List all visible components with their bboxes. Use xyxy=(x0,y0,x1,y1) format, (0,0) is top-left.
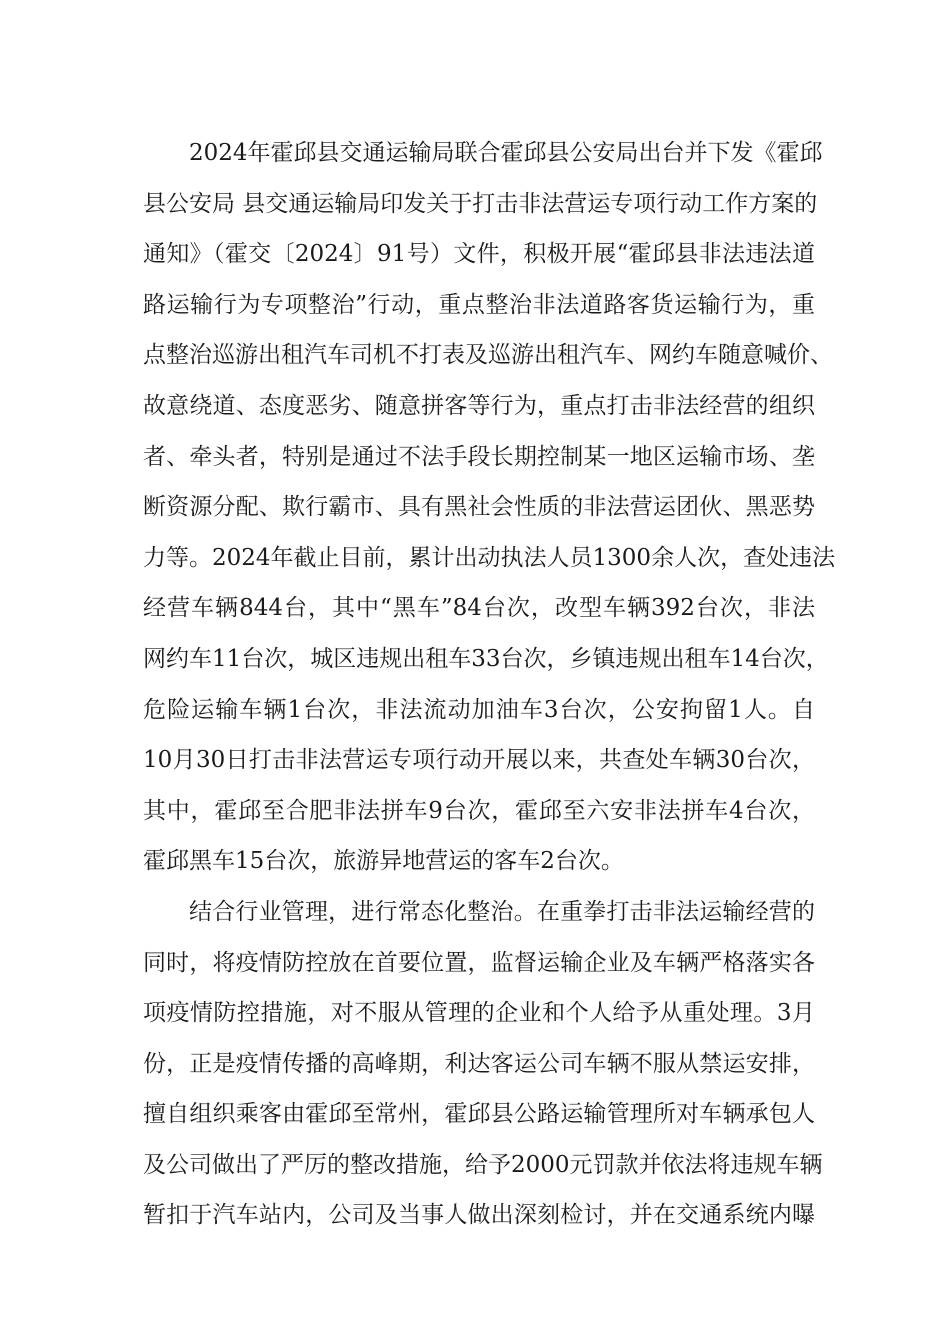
text-line: 通知》（霍交〔2024〕91号）文件，积极开展“霍邱县非法违法道 xyxy=(143,241,815,268)
text-line: 县公安局 县交通运输局印发关于打击非法营运专项行动工作方案的 xyxy=(143,190,818,217)
text-line: 2024年霍邱县交通运输局联合霍邱县公安局出台并下发《霍邱 xyxy=(189,140,823,166)
text-line: 暂扣于汽车站内，公司及当事人做出深刻检讨，并在交通系统内曝 xyxy=(143,1202,815,1229)
text-line: 同时，将疫情防控放在首要位置，监督运输企业及车辆严格落实各 xyxy=(143,949,815,976)
text-line: 点整治巡游出租汽车司机不打表及巡游出租汽车、网约车随意喊价、 xyxy=(143,342,833,369)
text-line: 路运输行为专项整治”行动，重点整治非法道路客货运输行为，重 xyxy=(143,291,815,318)
text-line: 断资源分配、欺行霸市、具有黑社会性质的非法营运团伙、黑恶势 xyxy=(143,494,815,521)
text-line: 经营车辆844台，其中“黑车”84台次，改型车辆392台次，非法 xyxy=(143,595,815,622)
text-line: 故意绕道、态度恶劣、随意拼客等行为，重点打击非法经营的组织 xyxy=(143,392,815,419)
text-line: 力等。2024年截止目前，累计出动执法人员1300余人次，查处违法 xyxy=(143,544,836,571)
text-line: 项疫情防控措施，对不服从管理的企业和个人给予从重处理。3月 xyxy=(143,1000,815,1027)
text-line: 擅自组织乘客由霍邱至常州，霍邱县公路运输管理所对车辆承包人 xyxy=(143,1101,815,1128)
document-body xyxy=(143,128,836,1241)
text-line: 者、牵头者，特别是通过不法手段长期控制某一地区运输市场、垄 xyxy=(143,443,815,470)
paragraph-2 xyxy=(143,887,823,1241)
text-line: 网约车11台次，城区违规出租车33台次，乡镇违规出租车14台次， xyxy=(143,645,829,672)
paragraph-1 xyxy=(143,128,836,887)
text-line: 其中，霍邱至合肥非法拼车9台次，霍邱至六安非法拼车4台次， xyxy=(143,797,815,824)
text-line: 10月30日打击非法营运专项行动开展以来，共查处车辆30台次， xyxy=(143,747,815,774)
text-line: 份，正是疫情传播的高峰期，利达客运公司车辆不服从禁运安排， xyxy=(143,1050,815,1077)
text-line: 结合行业管理，进行常态化整治。在重拳打击非法运输经营的 xyxy=(189,898,815,925)
text-line: 危险运输车辆1台次，非法流动加油车3台次，公安拘留1人。自 xyxy=(143,696,815,723)
text-line: 及公司做出了严厉的整改措施，给予2000元罚款并依法将违规车辆 xyxy=(143,1151,823,1178)
text-line: 霍邱黑车15台次，旅游异地营运的客车2台次。 xyxy=(143,848,624,875)
